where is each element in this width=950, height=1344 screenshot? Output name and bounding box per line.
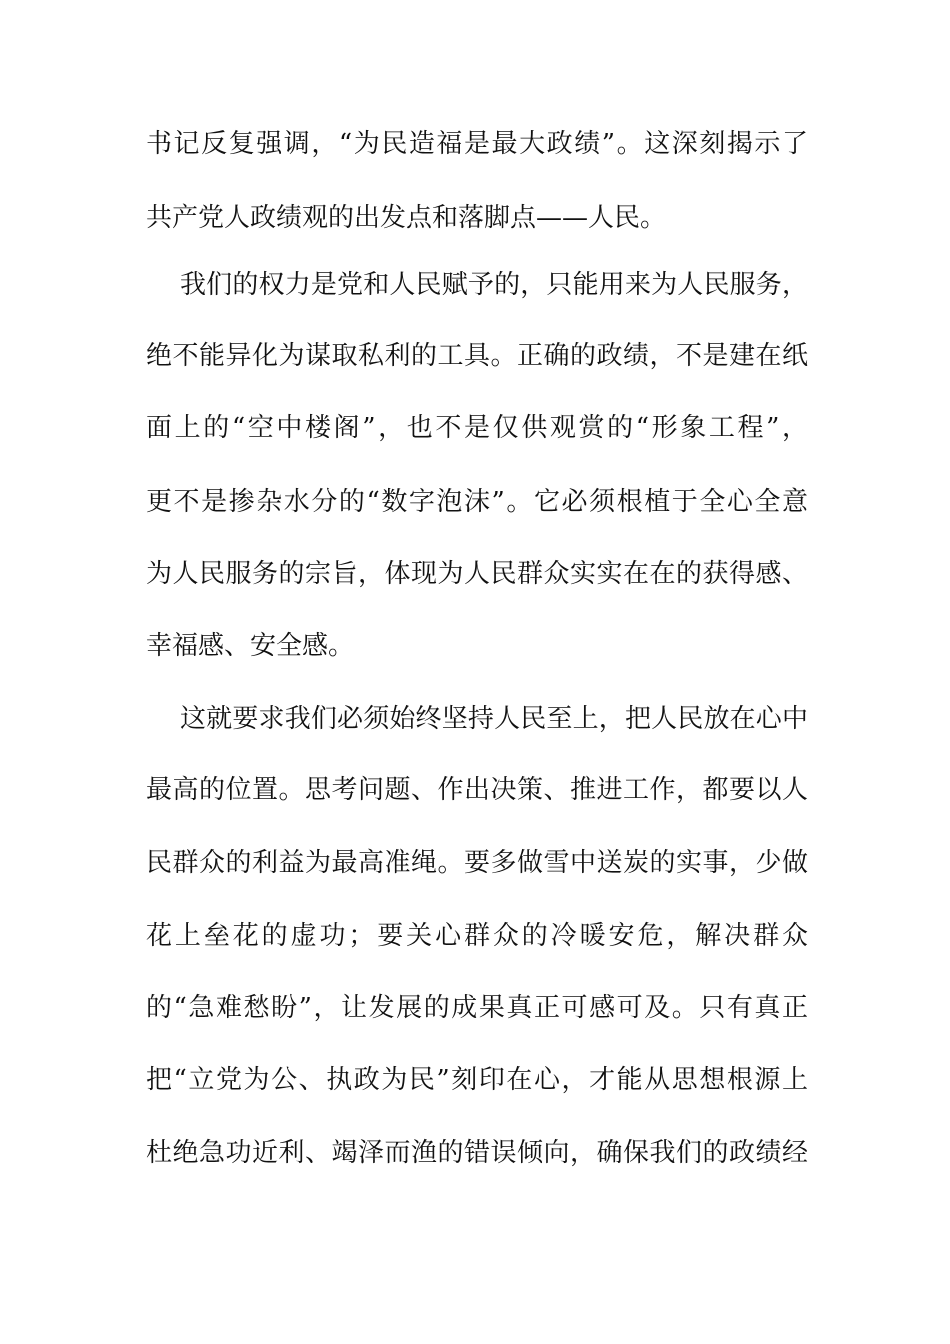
text-line: 民群众的利益为最高准绳。要多做雪中送炭的实事，少做 xyxy=(146,848,808,878)
text-line: 书记反复强调，“为民造福是最大政绩”。这深刻揭示了 xyxy=(146,129,808,159)
paragraph-first-line: 我们的权力是党和人民赋予的，只能用来为人民服务， xyxy=(180,270,808,300)
text-line: 把“立党为公、执政为民”刻印在心，才能从思想根源上 xyxy=(146,1065,808,1095)
text-line: 为人民服务的宗旨，体现为人民群众实实在在的获得感、 xyxy=(146,559,808,589)
text-line: 绝不能异化为谋取私利的工具。正确的政绩，不是建在纸 xyxy=(146,341,808,371)
text-line: 花上垒花的虚功；要关心群众的冷暖安危，解决群众 xyxy=(146,921,808,951)
text-line: 最高的位置。思考问题、作出决策、推进工作，都要以人 xyxy=(146,775,808,805)
text-line: 共产党人政绩观的出发点和落脚点——人民。 xyxy=(146,203,667,233)
text-line: 面上的“空中楼阁”，也不是仅供观赏的“形象工程”， xyxy=(146,413,808,443)
paragraph-first-line: 这就要求我们必须始终坚持人民至上，把人民放在心中 xyxy=(180,704,808,734)
text-line: 更不是掺杂水分的“数字泡沫”。它必须根植于全心全意 xyxy=(146,487,808,517)
text-line: 的“急难愁盼”，让发展的成果真正可感可及。只有真正 xyxy=(146,993,808,1023)
text-line: 幸福感、安全感。 xyxy=(146,631,355,661)
text-line: 杜绝急功近利、竭泽而渔的错误倾向，确保我们的政绩经 xyxy=(146,1138,808,1168)
